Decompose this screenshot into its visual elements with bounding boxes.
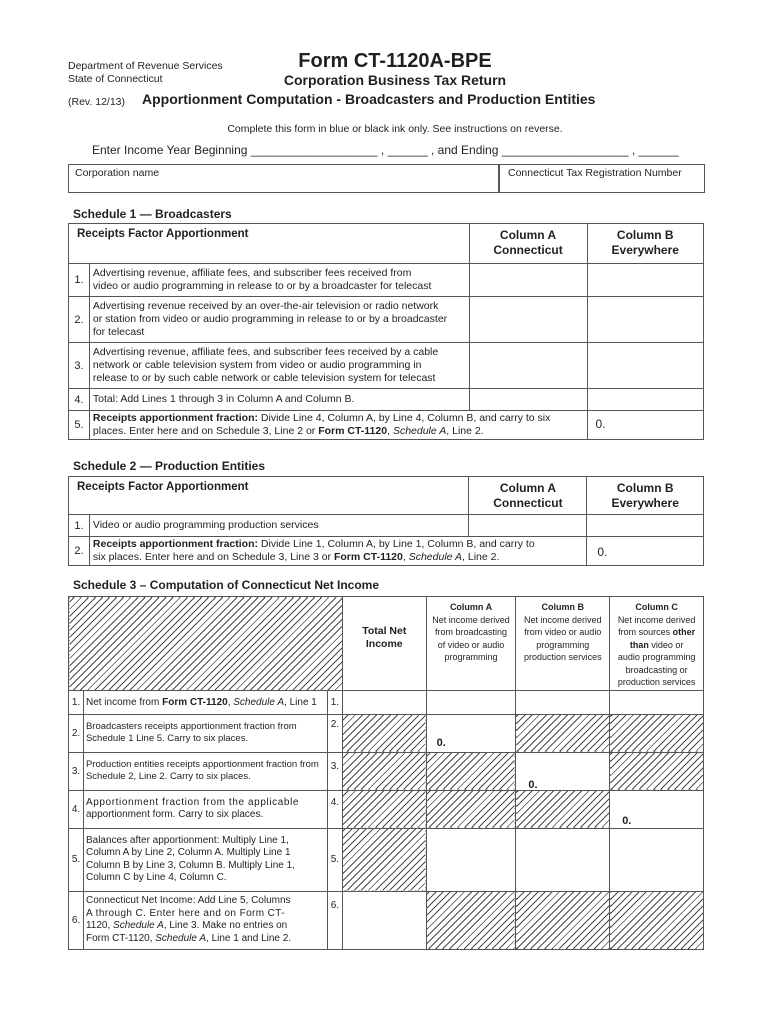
line-text: 1120, <box>85 920 114 931</box>
sch3-line1-total-input[interactable] <box>342 690 426 714</box>
table-row <box>69 515 704 537</box>
schedule1-header-label: Receipts Factor Apportionment <box>69 224 470 264</box>
hatched-cell <box>516 891 610 949</box>
line-description <box>89 264 469 297</box>
form-title: Form CT-1120A-BPE <box>298 50 492 72</box>
inner-line-number: 1. <box>327 690 342 714</box>
sch2-line1-column-b-input[interactable] <box>587 515 704 537</box>
schedule1-title: Schedule 1 — Broadcasters <box>73 207 232 221</box>
hatched-cell <box>342 790 426 828</box>
sch1-line1-column-a-input[interactable] <box>469 264 587 297</box>
line-text: release to or by such cable network or cable television system for telecast <box>92 372 436 384</box>
header-text: Total Net <box>362 625 407 637</box>
line-number: 5. <box>69 411 90 440</box>
schedule1-table <box>68 223 704 440</box>
line-number: 1. <box>69 515 90 537</box>
inner-line-number: 6. <box>327 891 342 949</box>
schedule2-header-label: Receipts Factor Apportionment <box>69 477 469 515</box>
sch1-line3-column-a-input[interactable] <box>469 343 587 389</box>
schedule2-title: Schedule 2 — Production Entities <box>73 459 266 473</box>
line-text: , Line 3. Make no entries on <box>163 920 288 931</box>
table-row <box>69 297 704 343</box>
header-text: programming <box>536 639 590 650</box>
line-text: Column C by Line 4, Column C. <box>85 872 227 883</box>
hatched-cell <box>516 790 610 828</box>
line-text: , Line 1 <box>284 696 317 708</box>
column-b-subtitle: Everywhere <box>611 496 679 510</box>
line-number: 4. <box>69 790 84 828</box>
line-number: 3. <box>69 343 90 389</box>
header-text: programming <box>444 652 498 662</box>
schedule-reference: Schedule A <box>392 425 447 437</box>
income-year-end-blank[interactable]: ___________________ , ______ <box>501 143 679 157</box>
table-row <box>69 343 704 389</box>
schedule1-header-row <box>69 224 704 264</box>
header-title: Column B <box>541 602 585 612</box>
line-text: , Line 2. <box>462 551 500 563</box>
line-number: 3. <box>69 752 84 790</box>
schedule3-column-a-header <box>426 597 516 691</box>
line-text: six places. Enter here and on Schedule 3, Line 3 or <box>92 551 334 563</box>
line-number: 4. <box>69 389 90 411</box>
department-line: Department of Revenue Services <box>68 60 223 72</box>
tax-registration-field[interactable] <box>498 164 705 193</box>
hatched-cell <box>610 752 704 790</box>
schedule1-column-b-header <box>587 224 704 264</box>
hatched-cell <box>610 891 704 949</box>
schedule-reference: Schedule A <box>113 920 164 931</box>
line-text: Column A by Line 2, Column A. Multiply Line 1 <box>85 847 291 858</box>
line-number: 2. <box>69 537 90 566</box>
line-text: Form CT-1120, <box>85 932 156 944</box>
sch1-line4-column-b-input[interactable] <box>587 389 704 411</box>
table-row <box>69 690 704 714</box>
state-line: State of Connecticut <box>68 73 163 85</box>
inner-line-number: 5. <box>327 828 342 891</box>
fraction-value: 0. <box>595 417 606 431</box>
line-text: Net income from <box>85 696 163 708</box>
table-row <box>69 389 704 411</box>
sch1-line1-column-b-input[interactable] <box>587 264 704 297</box>
schedule2-table <box>68 476 704 566</box>
header-text: from broadcasting <box>435 627 508 637</box>
fraction-value: 0. <box>528 778 538 791</box>
sch3-line6-total-input[interactable] <box>342 891 426 949</box>
line-number: 5. <box>69 828 84 891</box>
header-title: Column A <box>449 602 493 612</box>
sch1-line5-fraction-input[interactable] <box>587 411 704 440</box>
hatched-cell <box>426 891 516 949</box>
line-text: Divide Line 1, Column A, by Line 1, Column B, and carry to <box>258 538 535 550</box>
income-year-end-label: Ending <box>461 143 499 157</box>
table-row <box>69 537 704 566</box>
header-text: audio programming <box>617 652 696 662</box>
sch3-line5-column-c-input[interactable] <box>610 828 704 891</box>
schedule3-header-row <box>69 597 704 691</box>
table-row <box>69 752 704 790</box>
bold-label: Receipts apportionment fraction: <box>92 538 259 550</box>
sch3-line1-column-c-input[interactable] <box>610 690 704 714</box>
sch3-line5-column-b-input[interactable] <box>516 828 610 891</box>
column-a-subtitle: Connecticut <box>493 496 563 510</box>
line-description <box>83 790 327 828</box>
hatched-cell <box>426 790 516 828</box>
schedule3-column-b-header <box>516 597 610 691</box>
schedule3-column-c-header <box>610 597 704 691</box>
header-text: production services <box>617 677 696 687</box>
hatched-cell <box>426 752 516 790</box>
line-text: Advertising revenue, affiliate fees, and subscriber fees received by a cable <box>92 346 439 358</box>
line-description <box>89 343 469 389</box>
schedule2-column-a-header <box>469 477 587 515</box>
bold-label: Receipts apportionment fraction: <box>92 412 258 424</box>
schedule-reference: Schedule A <box>408 551 463 563</box>
sch3-line3-column-b-input[interactable] <box>516 752 610 790</box>
line-description <box>83 714 327 752</box>
column-a-subtitle: Connecticut <box>493 243 563 257</box>
line-text: Column B by Line 3, Column B. Multiply Line 1, <box>85 859 295 871</box>
header-text: video or <box>648 639 684 650</box>
income-year-line <box>92 143 679 157</box>
line-text: Production entities receipts apportionment fraction from <box>85 758 319 770</box>
column-b-title: Column B <box>616 228 674 242</box>
schedule2-header-row <box>69 477 704 515</box>
line-text: , <box>402 551 409 563</box>
total-net-income-header <box>342 597 426 691</box>
sch2-line1-column-a-input[interactable] <box>469 515 587 537</box>
table-row <box>69 790 704 828</box>
hatched-cell <box>342 714 426 752</box>
line-text: , Line 1 and Line 2. <box>206 932 292 944</box>
line-text: for telecast <box>92 326 145 338</box>
table-row <box>69 828 704 891</box>
sch3-line4-column-c-input[interactable] <box>610 790 704 828</box>
line-text: , <box>387 425 393 437</box>
corporation-name-field[interactable] <box>68 164 500 193</box>
form-reference: Form CT-1120 <box>318 425 388 437</box>
line-description <box>89 411 587 440</box>
line-text: Schedule 1 Line 5. Carry to six places. <box>85 733 249 744</box>
column-b-subtitle: Everywhere <box>611 243 679 257</box>
line-text: places. Enter here and on Schedule 3, Line 2 or <box>92 425 319 437</box>
line-description <box>89 537 587 566</box>
ink-instruction: Complete this form in blue or black ink only. See instructions on reverse. <box>227 123 563 135</box>
tax-registration-label: Connecticut Tax Registration Number <box>508 167 682 179</box>
sch1-line2-column-a-input[interactable] <box>469 297 587 343</box>
line-text: Schedule 2, Line 2. Carry to six places. <box>85 771 251 782</box>
corporation-name-label: Corporation name <box>75 167 160 179</box>
schedule-reference: Schedule A <box>233 696 285 708</box>
header-text: of video or audio <box>437 639 505 650</box>
header-text: broadcasting or <box>625 664 688 675</box>
header-text: Net income derived <box>524 614 602 625</box>
income-year-begin-label: Enter Income Year Beginning <box>92 143 248 157</box>
sch1-line2-column-b-input[interactable] <box>587 297 704 343</box>
inner-line-number: 3. <box>327 752 342 790</box>
sch1-line4-column-a-input[interactable] <box>469 389 587 411</box>
column-b-title: Column B <box>616 481 674 495</box>
income-year-begin-blank[interactable]: ___________________ , ______ , and <box>250 143 458 157</box>
line-number: 2. <box>69 714 84 752</box>
line-description <box>89 297 469 343</box>
sch3-line1-column-b-input[interactable] <box>516 690 610 714</box>
table-row <box>69 891 704 949</box>
sch3-line2-column-a-input[interactable] <box>426 714 516 752</box>
fraction-value: 0. <box>436 736 446 749</box>
header-title: Column C <box>635 602 678 612</box>
line-number: 1. <box>69 264 90 297</box>
form-subtitle: Corporation Business Tax Return <box>283 72 507 88</box>
line-text: Divide Line 4, Column A, by Line 4, Column B, and carry to six <box>258 412 551 424</box>
schedule3-table <box>68 596 704 950</box>
header-text: Net income derived <box>617 614 696 625</box>
revision-date: (Rev. 12/13) <box>68 96 125 108</box>
header-text: production services <box>524 652 602 662</box>
hatched-cell <box>516 714 610 752</box>
hatched-cell <box>342 752 426 790</box>
header-text: Income <box>365 638 403 650</box>
table-row <box>69 714 704 752</box>
line-text: Balances after apportionment: Multiply Line 1, <box>85 834 289 846</box>
line-description <box>83 828 327 891</box>
hatched-area <box>69 597 343 691</box>
line-text: apportionment form. Carry to six places. <box>85 809 264 820</box>
header-text: from sources <box>618 627 673 637</box>
line-description <box>83 752 327 790</box>
schedule3-title: Schedule 3 – Computation of Connecticut Net Income <box>73 578 380 592</box>
line-text: , <box>227 696 234 708</box>
hatched-cell <box>610 714 704 752</box>
line-text: network or cable television system from video or audio programming in <box>92 359 422 371</box>
line-description <box>83 891 327 949</box>
line-text: or station from video or audio programming in release to or by a broadcaster <box>92 313 448 325</box>
line-text: video or audio programming in release to or by a broadcaster for telecast <box>92 280 432 292</box>
sch2-line2-fraction-input[interactable] <box>587 537 704 566</box>
sch1-line3-column-b-input[interactable] <box>587 343 704 389</box>
form-reference: Form CT-1120 <box>333 551 403 563</box>
inner-line-number: 2. <box>327 714 342 752</box>
line-description: Total: Add Lines 1 through 3 in Column A and Column B. <box>89 389 469 411</box>
line-number: 6. <box>69 891 84 949</box>
fraction-value: 0. <box>622 814 632 827</box>
line-number: 2. <box>69 297 90 343</box>
sch3-line5-column-a-input[interactable] <box>426 828 516 891</box>
spacer <box>588 405 589 406</box>
fraction-value: 0. <box>597 545 608 559</box>
column-a-title: Column A <box>499 481 557 495</box>
line-description <box>83 690 327 714</box>
hatched-cell <box>342 828 426 891</box>
column-a-title: Column A <box>499 228 557 242</box>
form-reference: Form CT-1120 <box>162 696 228 708</box>
line-text: Broadcasters receipts apportionment fraction from <box>85 720 297 732</box>
line-text: Apportionment fraction from the applicable <box>85 796 300 808</box>
line-text: Connecticut Net Income: Add Line 5, Columns <box>85 895 291 906</box>
header-text: from video or audio <box>524 627 602 637</box>
line-description: Video or audio programming production services <box>89 515 469 537</box>
line-number: 1. <box>69 690 84 714</box>
schedule1-column-a-header <box>469 224 587 264</box>
line-text: Advertising revenue, affiliate fees, and subscriber fees received from <box>92 267 412 279</box>
header-text: Net income derived <box>432 614 510 625</box>
sch3-line1-column-a-input[interactable] <box>426 690 516 714</box>
form-subtitle-apportionment: Apportionment Computation - Broadcasters and Production Entities <box>142 91 596 107</box>
table-row <box>69 264 704 297</box>
line-text: Advertising revenue received by an over-the-air television or radio network <box>92 300 439 312</box>
schedule2-column-b-header <box>587 477 704 515</box>
inner-line-number: 4. <box>327 790 342 828</box>
line-text: , Line 2. <box>446 425 484 437</box>
table-row <box>69 411 704 440</box>
schedule-reference: Schedule A <box>155 932 207 944</box>
header-emphasis: than <box>629 639 649 650</box>
header-emphasis: other <box>672 627 696 637</box>
line-text: A through C. Enter here and on Form CT- <box>85 907 285 919</box>
